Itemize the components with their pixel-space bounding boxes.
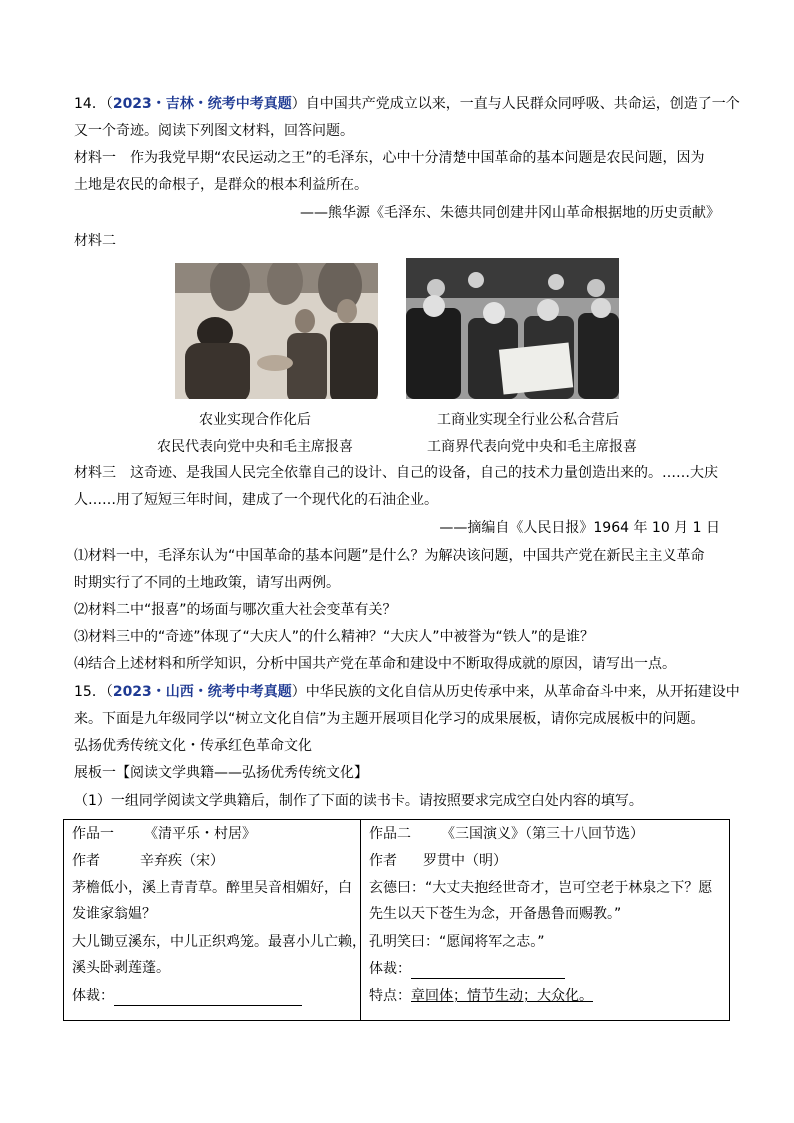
- genre2-blank[interactable]: [411, 962, 565, 979]
- q14-line1: [74, 94, 740, 114]
- q15-source: 2023・山西・统考中考真题: [112, 684, 292, 700]
- work1-label: 作品一: [72, 826, 114, 842]
- material3-line1: 材料三 这奇迹、是我国人民完全依靠自己的设计、自己的设备，自己的技术力量创造出来的。……大庆: [74, 465, 718, 481]
- q15-number: 15．（: [74, 684, 113, 700]
- photo2-caption-line1: 工商业实现全行业公私合营后: [437, 412, 619, 428]
- q14-source-close: ）: [291, 96, 306, 112]
- q15-board1-title: 展板一【阅读文学典籍——弘扬优秀传统文化】: [74, 765, 368, 781]
- novel-line2: 先生以天下苍生为念，开备愚鲁而赐教。”: [369, 906, 622, 922]
- q14-sub2: ⑵材料二中“报喜”的场面与哪次重大社会变革有关？: [74, 602, 397, 618]
- genre2-label: 体裁：: [369, 961, 411, 977]
- q14-line2: 又一个奇迹。阅读下列图文材料，回答问题。: [74, 123, 354, 139]
- poem-line1: 茅檐低小，溪上青青草。醉里吴音相媚好，白: [72, 880, 352, 896]
- table-divider: [360, 820, 361, 1020]
- author2-label: 作者: [369, 853, 397, 869]
- genre2-row: [369, 959, 565, 979]
- work2-row: [369, 824, 644, 844]
- work2-label: 作品二: [369, 826, 411, 842]
- q14-sub1-line1: ⑴材料一中，毛泽东认为“中国革命的基本问题”是什么？为解决该问题，中国共产党在新民主主义革命: [74, 548, 705, 564]
- photo-farmers-report-image: [175, 263, 378, 399]
- author2-row: [369, 851, 507, 871]
- poem-line2: 发谁家翁媪？: [72, 906, 156, 922]
- work1-row: [72, 824, 256, 844]
- work2-title: 《三国演义》（第三十八回节选）: [441, 826, 644, 842]
- novel-line1: 玄德曰：“大丈夫抱经世奇才，岂可空老于林泉之下？愿: [369, 880, 713, 896]
- photo1-caption-line2: 农民代表向党中央和毛主席报喜: [157, 439, 353, 455]
- q14-sub1-line2: 时期实行了不同的土地政策，请写出两例。: [74, 575, 340, 591]
- material1-citation: ——熊华源《毛泽东、朱德共同创建井冈山革命根据地的历史贡献》: [300, 205, 720, 221]
- author1-row: [72, 851, 224, 871]
- material1-line2: 土地是农民的命根子，是群众的根本利益所在。: [74, 177, 368, 193]
- feature-label: 特点：: [369, 988, 411, 1004]
- genre1-row: [72, 986, 302, 1006]
- material3-citation: ——摘编自《人民日报》1964 年 10 月 1 日: [439, 520, 720, 536]
- photo-business-report: [406, 258, 619, 399]
- genre1-blank[interactable]: [114, 989, 302, 1006]
- q14-source: 2023・吉林・统考中考真题: [112, 96, 292, 112]
- feature-row: [369, 986, 593, 1006]
- material3-line2: 人……用了短短三年时间，建成了一个现代化的石油企业。: [74, 492, 438, 508]
- reading-card-table: [63, 819, 730, 1021]
- photo1-caption-line1: 农业实现合作化后: [199, 412, 311, 428]
- q15-line2: 来。下面是九年级同学以“树立文化自信”为主题开展项目化学习的成果展板，请你完成展板中的问题。: [74, 711, 705, 727]
- author2-name: 罗贯中（明）: [423, 853, 507, 869]
- material2-label: 材料二: [74, 233, 116, 249]
- q14-sub4: ⑷结合上述材料和所学知识，分析中国共产党在革命和建设中不断取得成就的原因，请写出一点。: [74, 656, 676, 672]
- q15-line1-text: 中华民族的文化自信从历史传承中来，从革命奋斗中来，从开拓建设中: [305, 684, 740, 700]
- work1-title: 《清平乐・村居》: [144, 826, 256, 842]
- q14-number: 14．（: [74, 96, 113, 112]
- q14-line1-text: 自中国共产党成立以来，一直与人民群众同呼吸、共命运，创造了一个: [305, 96, 740, 112]
- q15-source-close: ）: [291, 684, 306, 700]
- material1-line1: 材料一 作为我党早期“农民运动之王”的毛泽东，心中十分清楚中国革命的基本问题是农民问题，因为: [74, 150, 705, 166]
- q15-theme-title: 弘扬优秀传统文化・传承红色革命文化: [74, 738, 312, 754]
- q15-line1: [74, 682, 740, 702]
- photo-business-report-image: [406, 258, 619, 399]
- photo2-caption-line2: 工商界代表向党中央和毛主席报喜: [427, 439, 637, 455]
- author1-name: 辛弃疾（宋）: [140, 853, 224, 869]
- author1-label: 作者: [72, 853, 100, 869]
- novel-line3: 孔明笑曰：“愿闻将军之志。”: [369, 934, 545, 950]
- poem-line3: 大儿锄豆溪东，中儿正织鸡笼。最喜小儿亡赖，: [72, 934, 366, 950]
- feature-value: 章回体；情节生动；大众化。: [411, 988, 593, 1004]
- photo-farmers-report: [175, 263, 378, 399]
- genre1-label: 体裁：: [72, 988, 114, 1004]
- q14-sub3: ⑶材料三中的“奇迹”体现了“大庆人”的什么精神？“大庆人”中被誉为“铁人”的是谁？: [74, 629, 595, 645]
- q15-sub1-instruction: （1）一组同学阅读文学典籍后，制作了下面的读书卡。请按照要求完成空白处内容的填写。: [74, 793, 643, 809]
- poem-line4: 溪头卧剥莲蓬。: [72, 960, 170, 976]
